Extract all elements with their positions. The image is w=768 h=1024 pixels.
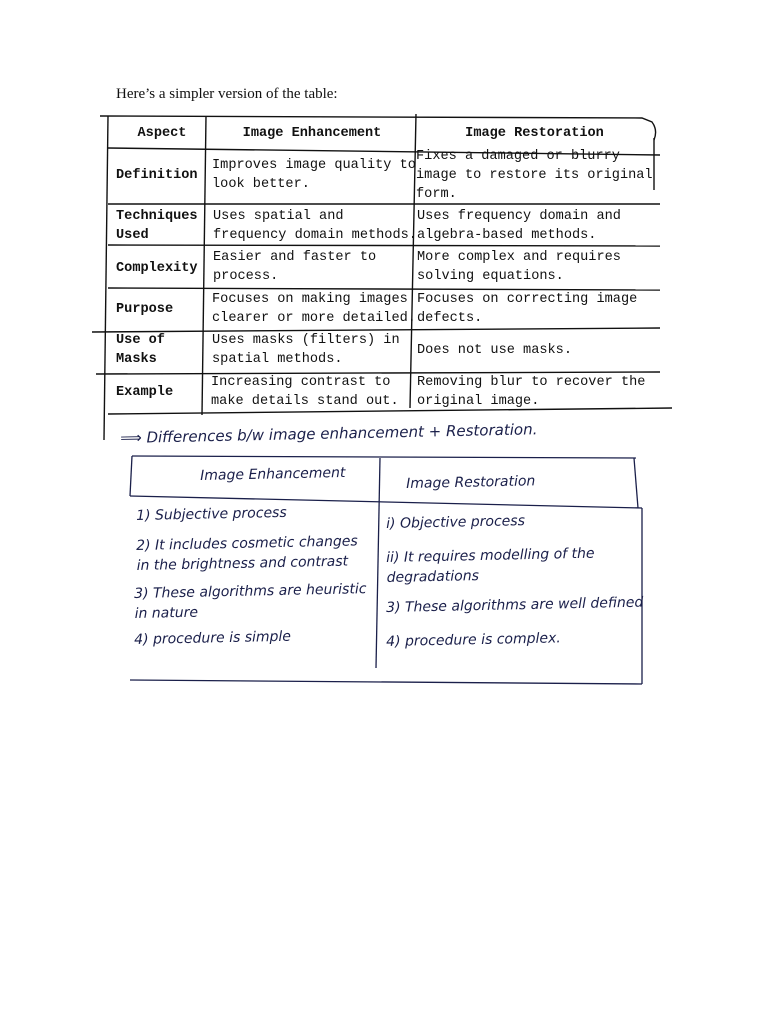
row-aspect: Techniques Used (116, 209, 198, 243)
row-aspect: Definition (116, 168, 198, 183)
handwritten-title: ⟹ Differences b/w image enhancement + Restoration. (120, 420, 538, 447)
row-enhancement: Uses spatial and frequency domain methods. (213, 209, 417, 243)
comparison-table (92, 110, 682, 440)
handwritten-right-item: 3) These algorithms are well defined (386, 594, 644, 616)
row-restoration: Removing blur to recover the original image. (417, 375, 646, 409)
header-image-enhancement: Image Enhancement (242, 126, 382, 141)
handwritten-header-enhancement: Image Enhancement (200, 464, 346, 484)
row-restoration: Fixes a damaged or blurry image to restore its original form. (416, 149, 653, 202)
row-aspect: Purpose (116, 302, 174, 317)
handwritten-left-item: 1) Subjective process (136, 504, 287, 524)
row-aspect: Use of Masks (116, 333, 165, 367)
handwritten-right-item: 4) procedure is complex. (386, 630, 561, 650)
intro-text: Here’s a simpler version of the table: (116, 86, 338, 102)
row-enhancement: Improves image quality to look better. (212, 158, 416, 192)
header-aspect: Aspect (137, 126, 187, 141)
handwritten-right-item: ii) It requires modelling of the degradations (386, 545, 595, 586)
row-aspect: Example (116, 385, 174, 400)
row-restoration: More complex and requires solving equations. (417, 250, 621, 284)
row-enhancement: Easier and faster to process. (213, 250, 377, 284)
handwritten-left-item: 2) It includes cosmetic changes in the brightness and contrast (136, 533, 358, 574)
handwritten-left-item: 3) These algorithms are heuristic in nature (134, 581, 367, 622)
row-enhancement: Increasing contrast to make details stand out. (211, 375, 399, 409)
row-aspect: Complexity (116, 261, 198, 276)
row-restoration: Does not use masks. (417, 343, 572, 358)
row-restoration: Focuses on correcting image defects. (417, 292, 638, 326)
handwritten-comparison-table (116, 448, 646, 688)
row-enhancement: Focuses on making images clearer or more detailed. (212, 292, 416, 326)
handwritten-header-restoration: Image Restoration (406, 473, 536, 492)
row-enhancement: Uses masks (filters) in spatial methods. (212, 333, 400, 367)
handwritten-left-item: 4) procedure is simple (134, 628, 292, 648)
header-image-restoration: Image Restoration (465, 126, 604, 141)
row-restoration: Uses frequency domain and algebra-based methods. (417, 209, 621, 243)
handwritten-right-item: i) Objective process (386, 513, 526, 532)
